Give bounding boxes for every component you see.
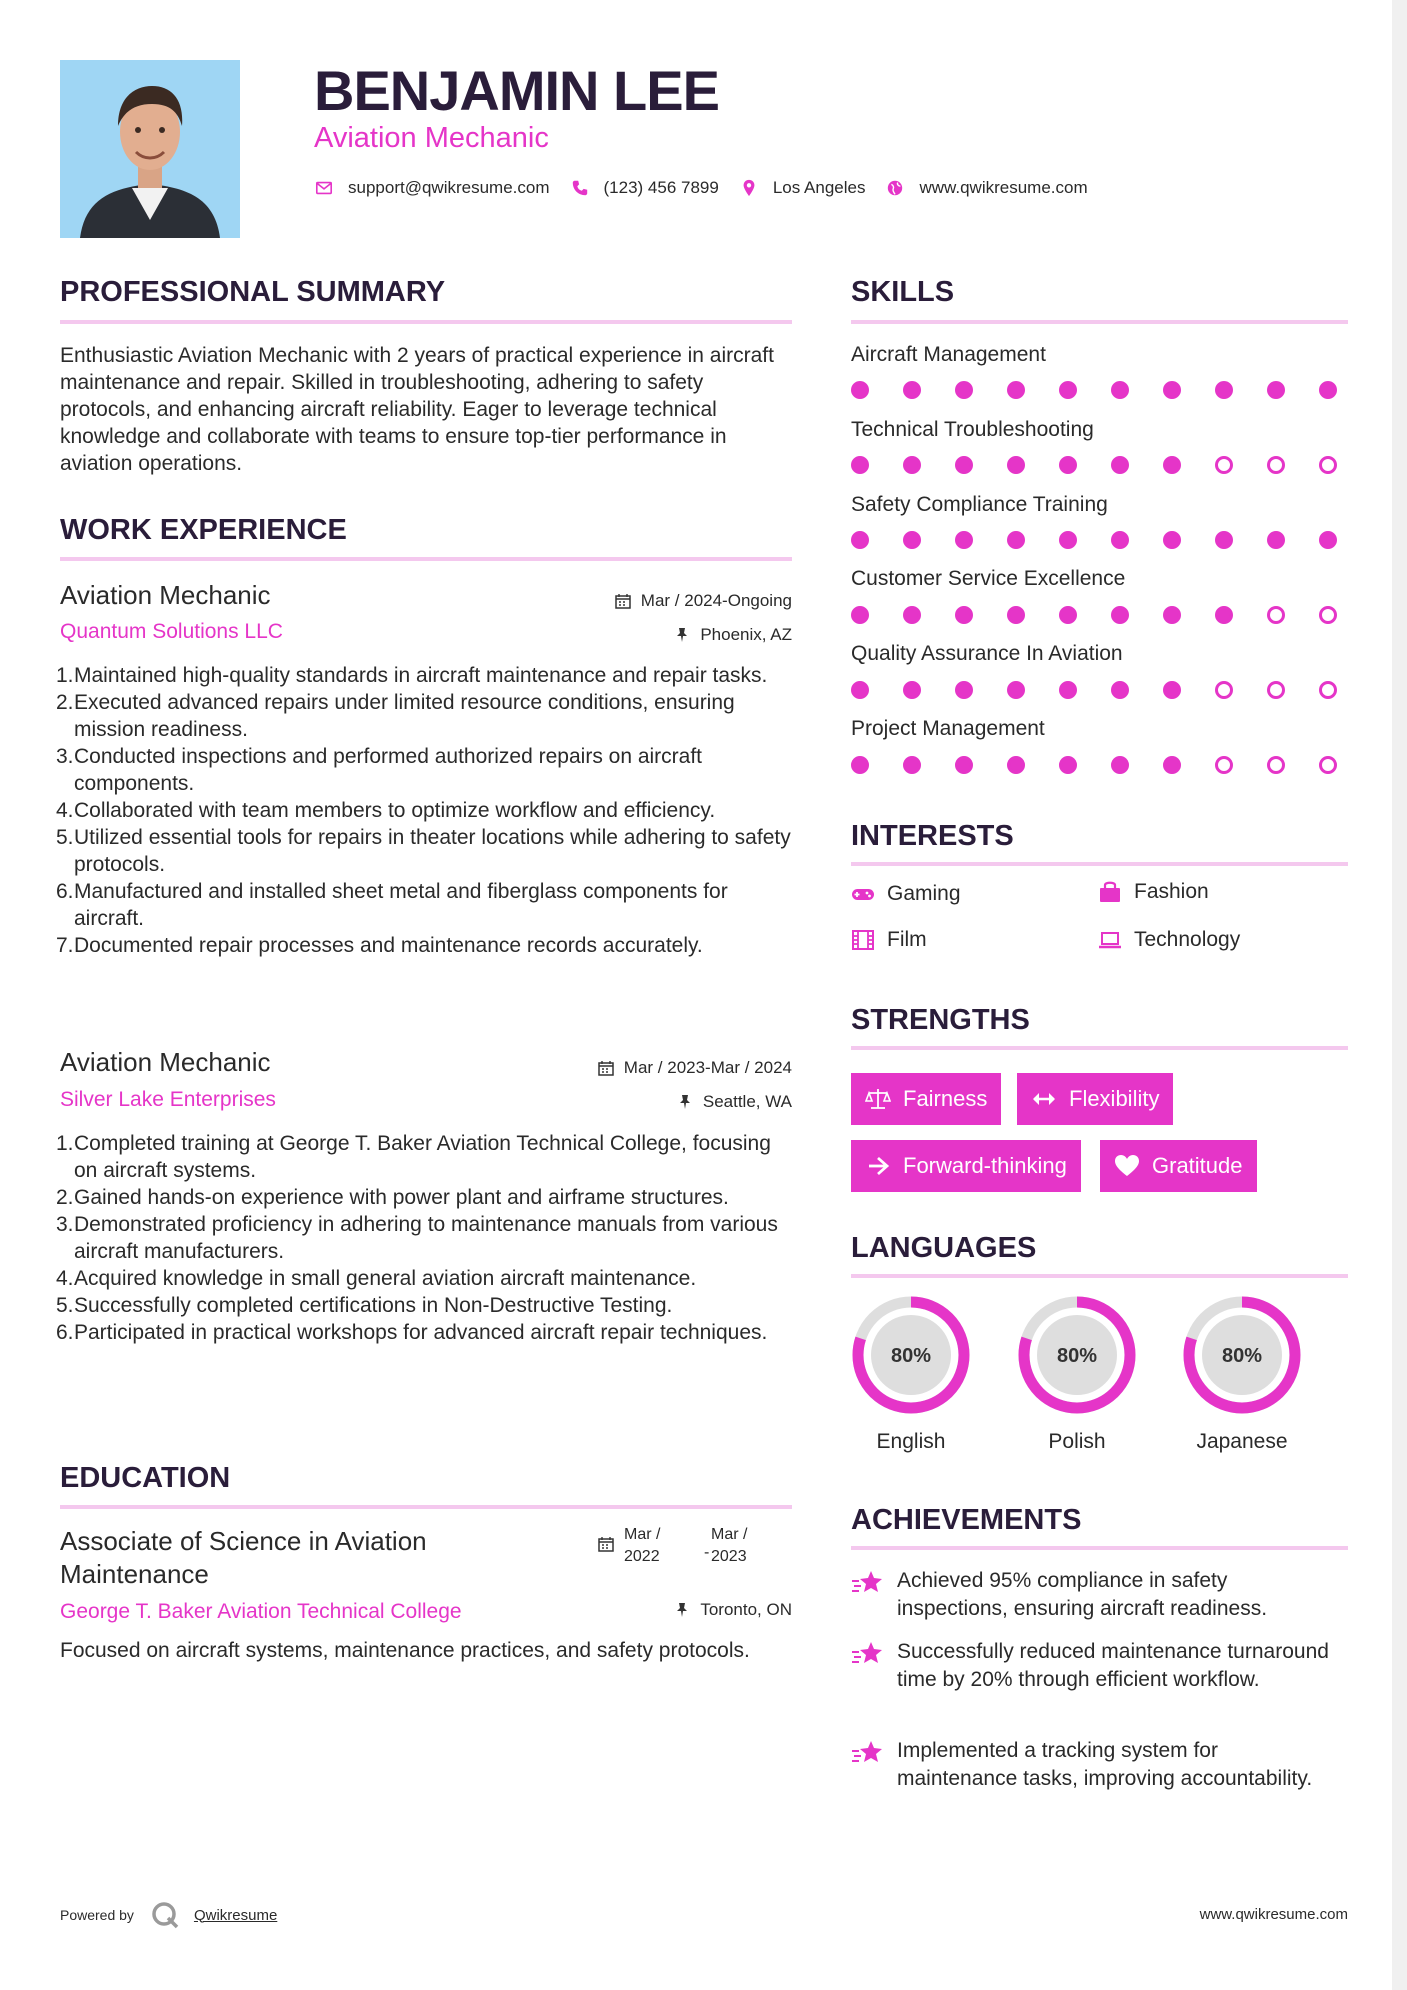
summary-text: Enthusiastic Aviation Mechanic with 2 years of practical experience in aircraft maintenance and repair. Skilled in troubleshooting, adhering to safety protocols, and enhancing aircraft reliability. Eager to leverage technical knowledge and collaborate with teams to ensure top-tier performance in aviation operations. [60,344,774,475]
interest-gaming [851,882,961,906]
rating-dot-filled [1163,756,1181,774]
rating-dot-filled [903,456,921,474]
education-location [674,1600,792,1620]
skill-4-rating [851,606,1337,624]
laptop-icon [1098,928,1122,952]
job-1-title: Aviation Mechanic [60,580,271,610]
heart-icon [1114,1153,1140,1179]
rating-dot-filled [903,381,921,399]
job-2-dates-text: Mar / 2023-Mar / 2024 [623,1058,792,1077]
pushpin-icon [674,1602,690,1618]
strength-gratitude-label: Gratitude [1152,1153,1243,1178]
strength-forward-thinking [851,1140,1081,1192]
strength-flexibility [1017,1073,1173,1125]
skill-5-label: Quality Assurance In Aviation [851,642,1123,665]
skill-2-rating [851,456,1337,474]
skills-heading: SKILLS [851,276,955,308]
list-item: 4. Acquired knowledge in small general aviation aircraft maintenance. [56,1267,697,1290]
list-item: 1. Completed training at George T. Baker Aviation Technical College, focusing on aircraft systems. [56,1132,771,1182]
pushpin-icon [674,627,690,643]
envelope-icon [314,178,334,198]
rating-dot-filled [1007,531,1025,549]
rating-dot-filled [851,531,869,549]
achievement-3-text: Implemented a tracking system for maintenance tasks, improving accountability. [897,1739,1313,1790]
balance-scale-icon [865,1086,891,1112]
rating-dot-filled [1111,531,1129,549]
rating-dot-empty [1319,456,1337,474]
education-dates [598,1536,624,1552]
list-item: 1. Maintained high-quality standards in aircraft maintenance and repair tasks. [56,664,768,687]
interest-technology [1098,928,1240,952]
calendar-icon [615,593,631,609]
language-japanese-ring [1181,1294,1303,1416]
rating-dot-filled [1111,606,1129,624]
education-date-separator: - [704,1544,710,1561]
contact-bar [314,178,1108,198]
interest-technology-label: Technology [1134,928,1241,951]
rating-dot-empty [1319,756,1337,774]
rating-dot-filled [1267,381,1285,399]
gamepad-icon [851,882,875,906]
list-item: 2. Executed advanced repairs under limited resource conditions, ensuring mission readiness. [56,691,735,741]
education-divider [60,1505,792,1509]
job-2-company: Silver Lake Enterprises [60,1088,276,1111]
globe-icon [885,178,905,198]
strengths-heading: STRENGTHS [851,1004,1030,1036]
job-2-location [677,1092,792,1112]
language-english-name: English [876,1430,946,1453]
rating-dot-empty [1215,681,1233,699]
rating-dot-filled [1267,531,1285,549]
rating-dot-filled [1059,606,1077,624]
rating-dot-empty [1267,756,1285,774]
shopping-bag-icon [1098,880,1122,904]
rating-dot-filled [1215,381,1233,399]
education-start: Mar / 2022 [624,1526,661,1565]
rating-dot-empty [1267,681,1285,699]
footer-url[interactable]: www.qwikresume.com [1199,1906,1348,1923]
list-item: 5. Successfully completed certifications in Non-Destructive Testing. [56,1294,673,1317]
language-japanese [1181,1294,1303,1454]
rating-dot-filled [1007,681,1025,699]
achievement-2-text: Successfully reduced maintenance turnaround time by 20% through efficient workflow. [897,1640,1329,1691]
education-end: Mar / 2023 [711,1526,748,1565]
skill-1-label: Aircraft Management [851,343,1046,366]
education-degree: Associate of Science in Aviation Maintenance [60,1526,427,1589]
rating-dot-filled [903,606,921,624]
interest-gaming-label: Gaming [887,882,961,905]
rating-dot-filled [955,756,973,774]
portrait-image [60,60,240,238]
rating-dot-filled [955,606,973,624]
list-item: 3. Conducted inspections and performed authorized repairs on aircraft components. [56,745,703,795]
rating-dot-filled [1163,381,1181,399]
education-location-text: Toronto, ON [700,1600,792,1619]
job-1-dates-text: Mar / 2024-Ongoing [640,591,792,610]
experience-heading: WORK EXPERIENCE [60,514,347,546]
list-item: 5. Utilized essential tools for repairs in theater locations while adhering to safety protocols. [56,826,791,876]
interests-divider [851,862,1348,866]
rating-dot-filled [1215,531,1233,549]
skill-4-label: Customer Service Excellence [851,567,1126,590]
candidate-name: BENJAMIN LEE [314,59,719,122]
qwikresume-logo-icon [150,1900,180,1930]
education-description: Focused on aircraft systems, maintenance practices, and safety protocols. [60,1639,750,1662]
rating-dot-filled [851,381,869,399]
contact-email[interactable] [314,178,550,198]
job-1-location-text: Phoenix, AZ [700,625,792,644]
shooting-star-icon [851,1567,883,1599]
arrows-horizontal-icon [1031,1086,1057,1112]
skill-1-rating [851,381,1337,399]
calendar-icon [598,1060,614,1076]
skill-6-rating [851,756,1337,774]
education-school: George T. Baker Aviation Technical College [60,1600,462,1623]
rating-dot-filled [1007,456,1025,474]
rating-dot-filled [1163,456,1181,474]
rating-dot-empty [1319,606,1337,624]
contact-location-text: Los Angeles [772,178,866,197]
rating-dot-filled [1319,381,1337,399]
list-item: 4. Collaborated with team members to optimize workflow and efficiency. [56,799,716,822]
job-2-location-text: Seattle, WA [702,1092,792,1111]
rating-dot-filled [1007,606,1025,624]
interest-fashion [1098,880,1209,904]
strength-gratitude [1100,1140,1257,1192]
phone-icon [570,178,590,198]
powered-by-label: Powered by [60,1907,134,1923]
list-item: 6. Manufactured and installed sheet metal and fiberglass components for aircraft. [56,880,728,930]
skill-3-rating [851,531,1337,549]
rating-dot-filled [903,681,921,699]
interest-film-label: Film [887,928,927,951]
rating-dot-filled [955,456,973,474]
rating-dot-filled [1007,756,1025,774]
rating-dot-filled [903,756,921,774]
languages-divider [851,1274,1348,1278]
language-english-percent: 80% [890,1345,932,1367]
skill-5-rating [851,681,1337,699]
contact-phone-text: (123) 456 7899 [603,178,719,197]
achievement-2 [851,1638,1341,1694]
language-polish-percent: 80% [1056,1345,1098,1367]
rating-dot-filled [1111,381,1129,399]
rating-dot-filled [1163,681,1181,699]
job-1-dates [615,591,792,611]
rating-dot-empty [1267,606,1285,624]
interest-film [851,928,927,952]
pushpin-icon [677,1094,693,1110]
rating-dot-filled [1111,681,1129,699]
rating-dot-filled [1215,606,1233,624]
rating-dot-filled [1319,531,1337,549]
rating-dot-empty [1215,456,1233,474]
language-polish-name: Polish [1048,1430,1106,1453]
rating-dot-filled [851,756,869,774]
profile-photo [60,60,240,238]
rating-dot-filled [851,456,869,474]
achievement-3 [851,1737,1341,1793]
rating-dot-filled [1059,531,1077,549]
rating-dot-filled [851,681,869,699]
contact-website-text: www.qwikresume.com [919,178,1088,197]
list-item: 2. Gained hands-on experience with power plant and airframe structures. [56,1186,729,1209]
shooting-star-icon [851,1737,883,1769]
interests-heading: INTERESTS [851,820,1014,852]
job-2-title: Aviation Mechanic [60,1047,271,1077]
job-1-location [674,625,792,645]
achievements-heading: ACHIEVEMENTS [851,1504,1082,1536]
contact-phone[interactable] [570,178,719,198]
list-item: 6. Participated in practical workshops for advanced aircraft repair techniques. [56,1321,768,1344]
languages-heading: LANGUAGES [851,1232,1037,1264]
summary-heading: PROFESSIONAL SUMMARY [60,276,446,308]
rating-dot-filled [955,681,973,699]
list-item: 7. Documented repair processes and maintenance records accurately. [56,934,703,957]
contact-email-text: support@qwikresume.com [348,178,550,197]
calendar-icon [598,1536,614,1552]
rating-dot-filled [1163,606,1181,624]
job-2-bullets [56,1130,796,1346]
job-1-company: Quantum Solutions LLC [60,620,283,643]
rating-dot-filled [1059,756,1077,774]
rating-dot-filled [1111,456,1129,474]
rating-dot-filled [1059,381,1077,399]
job-1-bullets [56,662,796,959]
list-item: 3. Demonstrated proficiency in adhering to maintenance manuals from various aircraft manufacturers. [56,1213,778,1263]
candidate-title: Aviation Mechanic [314,122,549,154]
summary-divider [60,320,792,324]
contact-location [739,178,866,198]
location-pin-icon [739,178,759,198]
strength-fairness [851,1073,1001,1125]
contact-website[interactable] [885,178,1087,198]
language-english-ring [850,1294,972,1416]
brand-link[interactable]: Qwikresume [193,1906,278,1924]
rating-dot-filled [955,381,973,399]
skill-3-label: Safety Compliance Training [851,493,1108,516]
interest-fashion-label: Fashion [1134,880,1209,903]
rating-dot-filled [1007,381,1025,399]
rating-dot-filled [903,531,921,549]
strength-flexibility-label: Flexibility [1069,1086,1160,1111]
arrow-right-icon [865,1153,891,1179]
film-icon [851,928,875,952]
strength-fairness-label: Fairness [903,1086,988,1111]
footer-powered-by [60,1900,277,1930]
job-2-dates [598,1058,792,1078]
skills-divider [851,320,1348,324]
strengths-divider [851,1046,1348,1050]
experience-divider [60,557,792,561]
language-japanese-name: Japanese [1196,1430,1288,1453]
rating-dot-empty [1319,681,1337,699]
language-polish-ring [1016,1294,1138,1416]
rating-dot-filled [851,606,869,624]
rating-dot-filled [955,531,973,549]
language-japanese-percent: 80% [1221,1345,1263,1367]
skill-6-label: Project Management [851,717,1045,740]
shooting-star-icon [851,1638,883,1670]
education-heading: EDUCATION [60,1462,231,1494]
strength-forward-thinking-label: Forward-thinking [903,1153,1067,1178]
rating-dot-filled [1163,531,1181,549]
language-polish [1016,1294,1138,1454]
rating-dot-filled [1059,681,1077,699]
skill-2-label: Technical Troubleshooting [851,418,1094,441]
rating-dot-filled [1059,456,1077,474]
rating-dot-empty [1267,456,1285,474]
rating-dot-filled [1111,756,1129,774]
achievements-divider [851,1546,1348,1550]
language-english [850,1294,972,1454]
achievement-1-text: Achieved 95% compliance in safety inspections, ensuring aircraft readiness. [897,1569,1268,1620]
rating-dot-empty [1215,756,1233,774]
achievement-1 [851,1567,1341,1623]
